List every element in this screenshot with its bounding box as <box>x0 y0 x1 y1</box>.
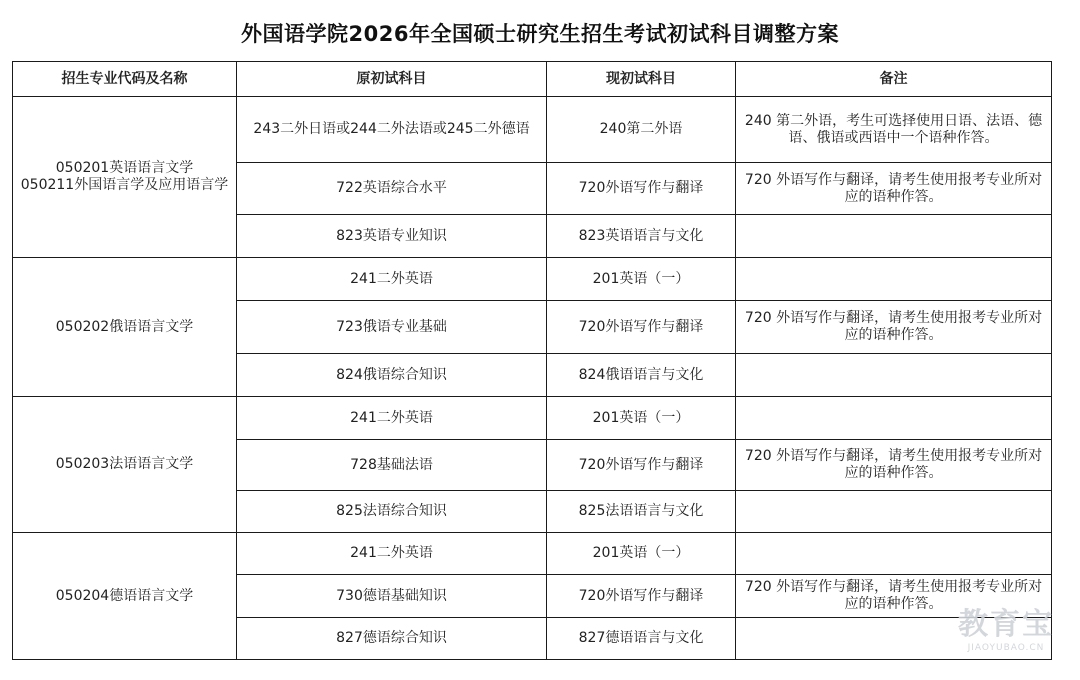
current-subject-cell: 201英语（一） <box>547 258 736 301</box>
major-cell <box>13 97 237 258</box>
note-cell: 720 外语写作与翻译，请考生使用报考专业所对应的语种作答。 <box>736 575 1052 618</box>
original-subject-cell: 823英语专业知识 <box>237 215 547 258</box>
header-major: 招生专业代码及名称 <box>13 62 237 97</box>
current-subject-cell: 240第二外语 <box>547 97 736 163</box>
original-subject-cell: 827德语综合知识 <box>237 618 547 660</box>
major-code-name: 050201英语语言文学 <box>55 160 194 176</box>
original-subject-cell: 241二外英语 <box>237 258 547 301</box>
header-original-subject: 原初试科目 <box>237 62 547 97</box>
original-subject-cell: 722英语综合水平 <box>237 163 547 215</box>
table-header-row <box>13 62 1052 97</box>
current-subject-cell: 824俄语语言与文化 <box>547 354 736 397</box>
original-subject-cell: 824俄语综合知识 <box>237 354 547 397</box>
major-cell <box>13 258 237 397</box>
current-subject-cell: 201英语（一） <box>547 397 736 440</box>
major-code-name: 050203法语语言文学 <box>55 456 194 472</box>
note-cell <box>736 533 1052 575</box>
original-subject-cell: 730德语基础知识 <box>237 575 547 618</box>
header-note: 备注 <box>736 62 1052 97</box>
current-subject-cell: 825法语语言与文化 <box>547 491 736 533</box>
major-code-name: 050211外国语言学及应用语言学 <box>20 177 229 193</box>
table-row <box>13 258 1052 301</box>
header-current-subject: 现初试科目 <box>547 62 736 97</box>
table-row <box>13 397 1052 440</box>
original-subject-cell: 825法语综合知识 <box>237 491 547 533</box>
current-subject-cell: 720外语写作与翻译 <box>547 575 736 618</box>
note-cell <box>736 258 1052 301</box>
original-subject-cell: 728基础法语 <box>237 440 547 491</box>
watermark-main-text: 教育宝 <box>958 607 1054 642</box>
current-subject-cell: 720外语写作与翻译 <box>547 301 736 354</box>
original-subject-cell: 243二外日语或244二外法语或245二外德语 <box>237 97 547 163</box>
note-cell <box>736 491 1052 533</box>
major-code-name: 050204德语语言文学 <box>55 587 194 604</box>
note-cell: 720 外语写作与翻译，请考生使用报考专业所对应的语种作答。 <box>736 440 1052 491</box>
page-title: 外国语学院2026年全国硕士研究生招生考试初试科目调整方案 <box>241 22 839 46</box>
current-subject-cell: 201英语（一） <box>547 533 736 575</box>
note-cell <box>736 354 1052 397</box>
current-subject-cell: 720外语写作与翻译 <box>547 163 736 215</box>
major-cell <box>13 533 237 660</box>
major-code-name: 050202俄语语言文学 <box>55 318 194 335</box>
adjustment-table <box>12 61 1052 660</box>
current-subject-cell: 720外语写作与翻译 <box>547 440 736 491</box>
note-cell <box>736 397 1052 440</box>
watermark-logo <box>946 608 1066 654</box>
note-cell: 720 外语写作与翻译，请考生使用报考专业所对应的语种作答。 <box>736 301 1052 354</box>
note-cell: 240 第二外语，考生可选择使用日语、法语、德语、俄语或西语中一个语种作答。 <box>736 97 1052 163</box>
major-cell <box>13 397 237 533</box>
table-row <box>13 97 1052 163</box>
original-subject-cell: 723俄语专业基础 <box>237 301 547 354</box>
watermark-sub-text: JIAOYUBAO.CN <box>967 643 1045 653</box>
note-cell: 720 外语写作与翻译，请考生使用报考专业所对应的语种作答。 <box>736 163 1052 215</box>
current-subject-cell: 827德语语言与文化 <box>547 618 736 660</box>
current-subject-cell: 823英语语言与文化 <box>547 215 736 258</box>
original-subject-cell: 241二外英语 <box>237 397 547 440</box>
note-cell <box>736 215 1052 258</box>
table-row <box>13 533 1052 575</box>
original-subject-cell: 241二外英语 <box>237 533 547 575</box>
